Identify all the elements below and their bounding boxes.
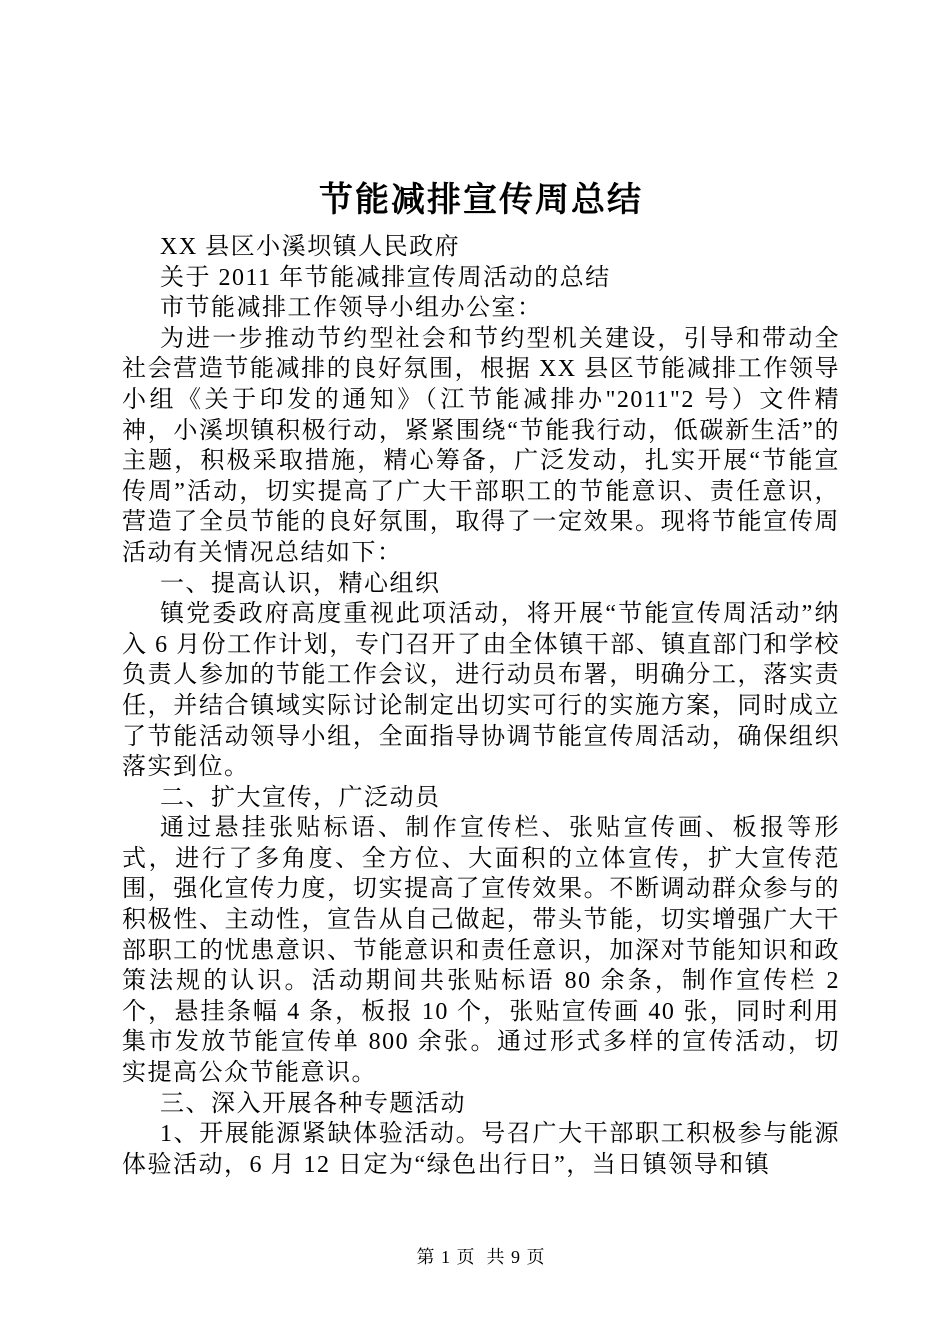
section-heading: 二、扩大宣传，广泛动员 bbox=[160, 784, 441, 811]
paragraph: 镇党委政府高度重视此项活动，将开展“节能宣传周活动”纳入 6 月份工作计划，专门召开了由全体镇干部、镇直部门和学校负责人参加的节能工作会议，进行动员布署，明确分工，落实责任，并结合镇域实际讨论制定出切实可行的实施方案，同时成立了节能活动领导小组，全面指导协调节能宣传周活动，确保组织落实到位。 bbox=[122, 601, 840, 781]
document-title: 节能减排宣传周总结 bbox=[319, 182, 643, 219]
paragraph: XX 县区小溪坝镇人民政府 bbox=[160, 234, 461, 260]
section-heading: 一、提高认识，精心组织 bbox=[160, 570, 441, 597]
paragraph: 1、开展能源紧缺体验活动。号召广大干部职工积极参与能源体验活动，6 月 12 日定为“绿色出行日”，当日镇领导和镇 bbox=[122, 1121, 840, 1178]
page-number-footer: 第 1 页 共 9 页 bbox=[416, 1247, 546, 1267]
paragraph: 通过悬挂张贴标语、制作宣传栏、张贴宣传画、板报等形式，进行了多角度、全方位、大面积的立体宣传，扩大宣传范围，强化宣传力度，切实提高了宣传效果。不断调动群众参与的积极性、主动性，宣告从自己做起，带头节能，切实增强广大干部职工的忧患意识、节能意识和责任意识，加深对节能知识和政策法规的认识。活动期间共张贴标语 80 余条，制作宣传栏 2 个，悬挂条幅 4 条，板报 10 个，张贴宣传画 40 张，同时利用集市发放节能宣传单 800 余张。通过形式多样的宣传活动，切实提高公众节能意识。 bbox=[122, 815, 840, 1087]
document-page bbox=[122, 180, 840, 1180]
section-heading: 三、深入开展各种专题活动 bbox=[160, 1090, 466, 1117]
paragraph: 市节能减排工作领导小组办公室： bbox=[160, 295, 543, 322]
paragraph: 关于 2011 年节能减排宣传周活动的总结 bbox=[160, 264, 611, 291]
paragraph: 为进一步推动节约型社会和节约型机关建设，引导和带动全社会营造节能减排的良好氛围，根据 XX 县区节能减排工作领导小组《关于印发的通知》（江节能减排办"2011"2 号）文件精神，小溪坝镇积极行动，紧紧围绕“节能我行动，低碳新生活”的主题，积极采取措施，精心筹备，广泛发动，扎实开展“节能宣传周”活动，切实提高了广大干部职工的节能意识、责任意识，营造了全员节能的良好氛围，取得了一定效果。现将节能宣传周活动有关情况总结如下： bbox=[122, 325, 840, 566]
